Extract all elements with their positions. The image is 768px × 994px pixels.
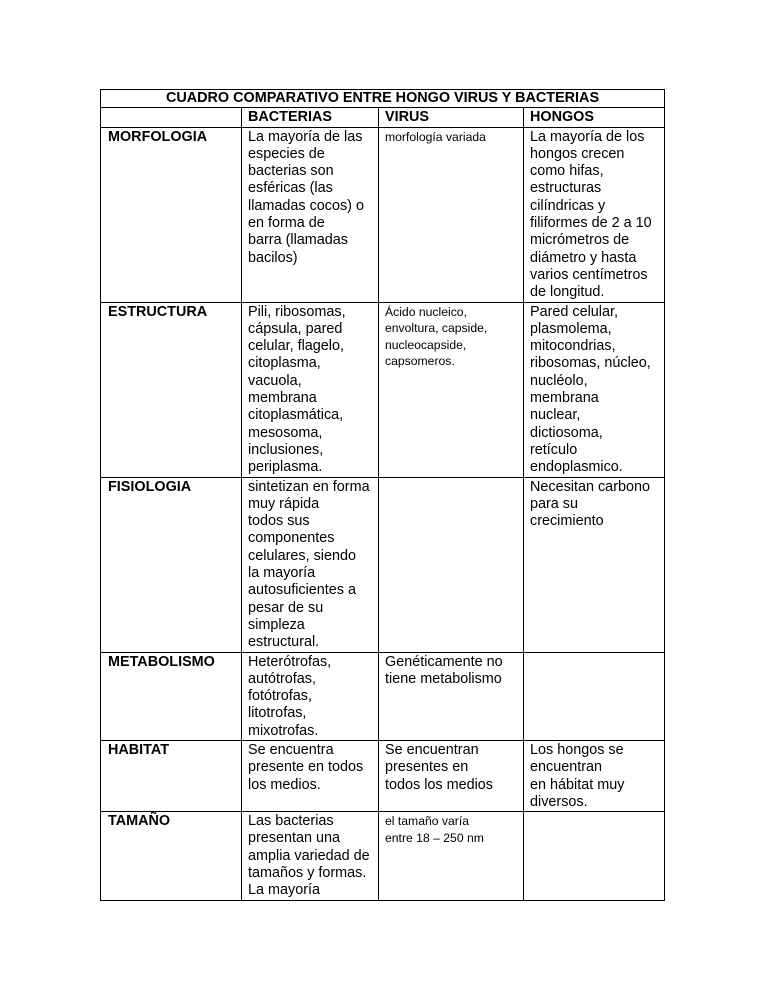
cell-line: endoplasmico. (530, 459, 623, 476)
cell-line: citoplasma, (248, 355, 321, 372)
cell-line: fotótrofas, (248, 688, 312, 705)
cell-line: de longitud. (530, 284, 605, 301)
cell-line: ribosomas, núcleo, (530, 355, 651, 372)
cell-hongos (524, 812, 665, 900)
cell-line: varios centímetros (530, 266, 648, 283)
cell-line: tamaños y formas. (248, 865, 367, 882)
header-row (101, 108, 665, 127)
cell-line: barra (llamadas (248, 232, 348, 249)
cell-line: La mayoría de las (248, 128, 363, 145)
cell-line: nuclear, (530, 407, 581, 424)
cell-virus (379, 652, 524, 740)
cell-line: estructural. (248, 634, 320, 651)
header-hongos: HONGOS (524, 108, 665, 127)
title-row (101, 90, 665, 108)
cell-line: para su (530, 495, 578, 512)
row-label: TAMAÑO (101, 812, 242, 900)
row-label: ESTRUCTURA (101, 302, 242, 477)
cell-virus (379, 812, 524, 900)
cell-line: capsomeros. (385, 354, 455, 369)
cell-bacterias (242, 477, 379, 652)
cell-line: cilíndricas y (530, 197, 606, 214)
cell-line: filiformes de 2 a 10 (530, 215, 652, 232)
cell-line: presente en todos (248, 759, 364, 776)
cell-line: Se encuentran (385, 741, 479, 758)
cell-line: vacuola, (248, 372, 302, 389)
cell-bacterias (242, 302, 379, 477)
cell-line: membrana (248, 390, 317, 407)
cell-line: nucleocapside, (385, 337, 467, 352)
cell-bacterias (242, 652, 379, 740)
cell-line: todos sus (248, 513, 310, 530)
cell-line: simpleza (248, 616, 305, 633)
cell-line: crecimiento (530, 513, 604, 530)
cell-line: Genéticamente no (385, 653, 503, 670)
cell-bacterias (242, 812, 379, 900)
cell-hongos (524, 302, 665, 477)
cell-line: inclusiones, (248, 441, 324, 458)
cell-line: especies de (248, 145, 325, 162)
table-row (101, 127, 665, 302)
cell-line: Los hongos se (530, 741, 624, 758)
cell-line: autosuficientes a (248, 582, 357, 599)
cell-line: estructuras (530, 180, 602, 197)
cell-line: todos los medios (385, 776, 493, 793)
cell-virus (379, 127, 524, 302)
cell-hongos (524, 652, 665, 740)
cell-line: micrómetros de (530, 232, 630, 249)
table-body (101, 127, 665, 900)
cell-line: membrana (530, 390, 599, 407)
cell-line: Pared celular, (530, 303, 618, 320)
cell-hongos (524, 477, 665, 652)
cell-line: citoplasmática, (248, 407, 344, 424)
cell-line: envoltura, capside, (385, 321, 488, 336)
cell-hongos (524, 127, 665, 302)
cell-line: la mayoría (248, 565, 316, 582)
table-row (101, 302, 665, 477)
table-row (101, 740, 665, 811)
cell-line: plasmolema, (530, 320, 612, 337)
cell-line: pesar de su (248, 599, 324, 616)
cell-line: Las bacterias (248, 813, 334, 830)
cell-line: encuentran (530, 759, 603, 776)
header-empty (101, 108, 242, 127)
table-row (101, 652, 665, 740)
cell-line: Pili, ribosomas, (248, 303, 346, 320)
cell-virus (379, 740, 524, 811)
cell-line: autótrofas, (248, 670, 316, 687)
cell-line: hongos crecen (530, 145, 625, 162)
cell-line: amplia variedad de (248, 847, 370, 864)
comparison-table (100, 89, 665, 901)
cell-line: periplasma. (248, 459, 323, 476)
table-title: CUADRO COMPARATIVO ENTRE HONGO VIRUS Y BACTERIAS (101, 90, 665, 108)
cell-line: presentes en (385, 759, 469, 776)
cell-line: muy rápida (248, 495, 320, 512)
row-label: METABOLISMO (101, 652, 242, 740)
cell-line: mesosoma, (248, 424, 323, 441)
cell-line: cápsula, pared (248, 320, 343, 337)
cell-line: presentan una (248, 830, 341, 847)
row-label: HABITAT (101, 740, 242, 811)
cell-line: llamadas cocos) o (248, 197, 364, 214)
cell-line: Heterótrofas, (248, 653, 332, 670)
cell-line: esféricas (las (248, 180, 333, 197)
cell-hongos (524, 740, 665, 811)
cell-line: sintetizan en forma (248, 478, 370, 495)
cell-line: bacilos) (248, 249, 298, 266)
cell-line: celulares, siendo (248, 547, 356, 564)
cell-line: diámetro y hasta (530, 249, 637, 266)
row-label: MORFOLOGIA (101, 127, 242, 302)
cell-line: Necesitan carbono (530, 478, 650, 495)
cell-line: retículo (530, 441, 578, 458)
cell-line: mixotrofas. (248, 722, 319, 739)
cell-bacterias (242, 127, 379, 302)
cell-line: tiene metabolismo (385, 670, 502, 687)
cell-virus (379, 302, 524, 477)
cell-line: dictiosoma, (530, 424, 603, 441)
cell-line: los medios. (248, 776, 321, 793)
cell-line: como hifas, (530, 163, 604, 180)
cell-line: nucléolo, (530, 372, 588, 389)
cell-line: Ácido nucleico, (385, 304, 467, 319)
cell-line: morfología variada (385, 129, 486, 144)
table-row (101, 477, 665, 652)
cell-line: en hábitat muy (530, 776, 625, 793)
cell-line: bacterias son (248, 163, 334, 180)
cell-line: litotrofas, (248, 705, 307, 722)
cell-line: el tamaño varía (385, 814, 470, 829)
cell-line: celular, flagelo, (248, 338, 344, 355)
header-bacterias: BACTERIAS (242, 108, 379, 127)
cell-line: en forma de (248, 215, 325, 232)
row-label: FISIOLOGIA (101, 477, 242, 652)
cell-line: entre 18 – 250 nm (385, 830, 484, 845)
cell-virus (379, 477, 524, 652)
cell-line: La mayoría (248, 882, 320, 899)
cell-line: Se encuentra (248, 741, 334, 758)
cell-line: mitocondrias, (530, 338, 616, 355)
cell-line: La mayoría de los (530, 128, 645, 145)
table-row (101, 812, 665, 900)
cell-bacterias (242, 740, 379, 811)
cell-line: componentes (248, 530, 335, 547)
header-virus: VIRUS (379, 108, 524, 127)
cell-line: diversos. (530, 793, 588, 810)
